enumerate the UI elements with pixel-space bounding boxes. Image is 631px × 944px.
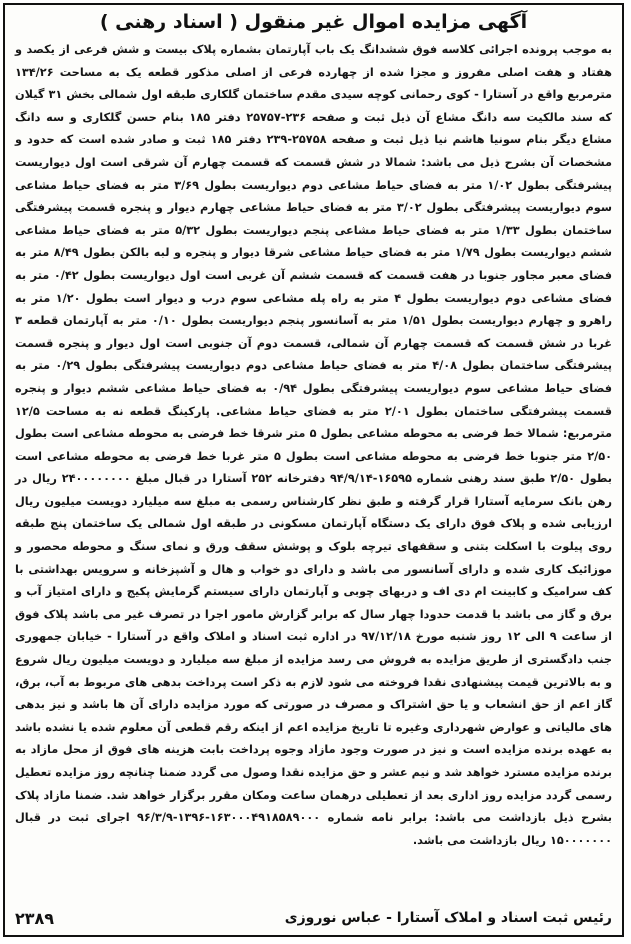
ad-number: ۲۳۸۹ [15,908,55,928]
notice-box [3,3,624,937]
signature-line: رئیس ثبت اسناد و املاک آستارا - عباس نوروزی [284,910,612,926]
notice-footer [15,905,612,931]
notice-title: آگهی مزایده اموال غیر منقول ( اسناد رهنی ) [99,11,528,33]
notice-body: به موجب پرونده اجرائی کلاسه فوق ششدانگ یک باب آپارتمان بشماره پلاک بیست و شش فرعی از یکصد و هفتاد و هفت اصلی مفروز و مجزا شده از چهارده فرعی از اصلی مذکور قطعه یک به مساحت ۱۳۴/۲۶ مترمربع واقع در آستارا - کوی رحمانی کوچه سیدی مقدم ساختمان گلکاری طبقه اول شمالی بخش ۳۱ گیلان که سند مالکیت سه دانگ مشاع آن ذیل ثبت و صفحه ۲۳۶-۲۵۷۵۷ دفتر ۱۸۵ بنام حسن گلکاری و سه دانگ مشاع دیگر بنام سونیا هاشم نیا ذیل ثبت و صفحه ۲۵۷۵۸-۲۳۹ دفتر ۱۸۵ ثبت و صادر شده است که حدود و مشخصات آن بشرح ذیل می باشد: شمالا در شش قسمت که قسمت چهارم آن شرقی است اول دیواریست پیشرفتگی بطول ۱/۰۲ متر به فضای حیاط مشاعی دوم دیواریست بطول ۳/۶۹ متر به فضای حیاط مشاعی سوم دیواریست پیشرفتگی بطول ۳/۰۲ متر به فضای حیاط مشاعی چهارم دیوار و پنجره قسمت پیشرفتگی ساختمان بطول ۱/۳۳ متر به فضای حیاط مشاعی پنجم دیواریست بطول ۵/۳۲ متر به فضای حیاط مشاعی ششم دیواریست بطول ۱/۷۹ متر به فضای حیاط مشاعی شرقا دیوار و پنجره و لبه بالکن بطول ۸/۴۹ متر به فضای معبر مجاور جنوبا در هفت قسمت که قسمت ششم آن غربی است اول دیواریست بطول ۰/۴۲ متر به فضای مشاعی دوم دیواریست بطول ۴ متر به راه پله مشاعی سوم درب و دیوار است بطول ۱/۲۰ متر به راهرو و چهارم دیواریست بطول ۱/۵۱ متر به آسانسور پنجم دیواریست بطول ۰/۱۰ متر به آپارتمان قطعه ۳ غربا در شش قسمت که قسمت چهارم آن شمالی، قسمت دوم آن جنوبی است اول دیوار و پنجره قسمت پیشرفتگی ساختمان بطول ۴/۰۸ متر به فضای حیاط مشاعی دوم دیواریست پیشرفتگی بطول ۰/۲۹ متر به فضای حیاط مشاعی سوم دیواریست پیشرفتگی بطول ۰/۹۴ به فضای حیاط مشاعی ششم دیوار و پنجره قسمت پیشرفتگی ساختمان بطول ۲/۰۱ متر به فضای حیاط مشاعی. پارکینگ قطعه نه به مساحت ۱۲/۵ مترمربع: شمالا خط فرضی به محوطه مشاعی بطول ۵ متر شرقا خط فرضی به محوطه مشاعی است بطول ۲/۵۰ متر جنوبا خط فرضی به محوطه مشاعی است بطول ۵ متر غربا خط فرضی به محوطه مشاعی است بطول ۲/۵۰ طبق سند رهنی شماره ۱۶۵۹۵-۹۴/۹/۱۴ دفترخانه ۲۵۲ آستارا در قبال مبلغ ۲۴۰۰۰۰۰۰۰۰ ریال در رهن بانک سرمایه آستارا قرار گرفته و طبق نظر کارشناس رسمی به مبلغ سه میلیارد دویست میلیون ریال ارزیابی شده و پلاک فوق دارای یک دستگاه آپارتمان مسکونی در طبقه اول شمالی یک ساختمان پنج طبقه روی پیلوت با اسکلت بتنی و سقفهای تیرچه بلوک و پوشش سقف ورق و نمای سنگ و محوطه محصور و موزائیک کاری شده و دارای آسانسور می باشد و دارای دو خواب و هال و آشپزخانه و سرویس بهداشتی با کف سرامیک و کابینت ام دی اف و دربهای چوبی و آپارتمان دارای سیستم گرمایش پکیج و دارای امتیاز آب و برق و گاز می باشد با قدمت حدودا چهار سال که برابر گزارش مامور اجرا در تصرف غیر می باشد پلاک فوق از ساعت ۹ الی ۱۲ روز شنبه مورخ ۹۷/۱۲/۱۸ در اداره ثبت اسناد و املاک واقع در آستارا - خیابان جمهوری جنب دادگستری از طریق مزایده به فروش می رسد مزایده از مبلغ سه میلیارد و دویست میلیون ریال شروع و به بالاترین قیمت پیشنهادی نقدا فروخته می شود لازم به ذکر است پرداخت بدهی های مربوط به آب، برق، گاز اعم از حق انشعاب و یا حق اشتراک و مصرف در صورتی که مورد مزایده دارای آن ها باشد و نیز بدهی های مالیاتی و عوارض شهرداری وغیره تا تاریخ مزایده اعم از اینکه رقم قطعی آن معلوم شده یا نشده باشد به عهده برنده مزایده است و نیز در صورت وجود مازاد وجوه پرداخت بابت هزینه های فوق از محل مازاد به برنده مزایده مسترد خواهد شد و نیم عشر و حق مزایده نقدا وصول می گردد ضمنا چنانچه روز مزایده تعطیل رسمی گردد مزایده روز اداری بعد از تعطیلی درهمان ساعت ومکان مقرر برگزار خواهد شد. ضمنا مازاد پلاک بشرح ذیل بازداشت می باشد: برابر نامه شماره ۱۶۳۰۰۰۴۹۱۸۵۸۹۰۰۰-۱۳۹۶-۹۶/۳/۹ اجرای ثبت در قبال ۱۵۰۰۰۰۰۰۰ ریال بازداشت می باشد. [15,43,613,847]
